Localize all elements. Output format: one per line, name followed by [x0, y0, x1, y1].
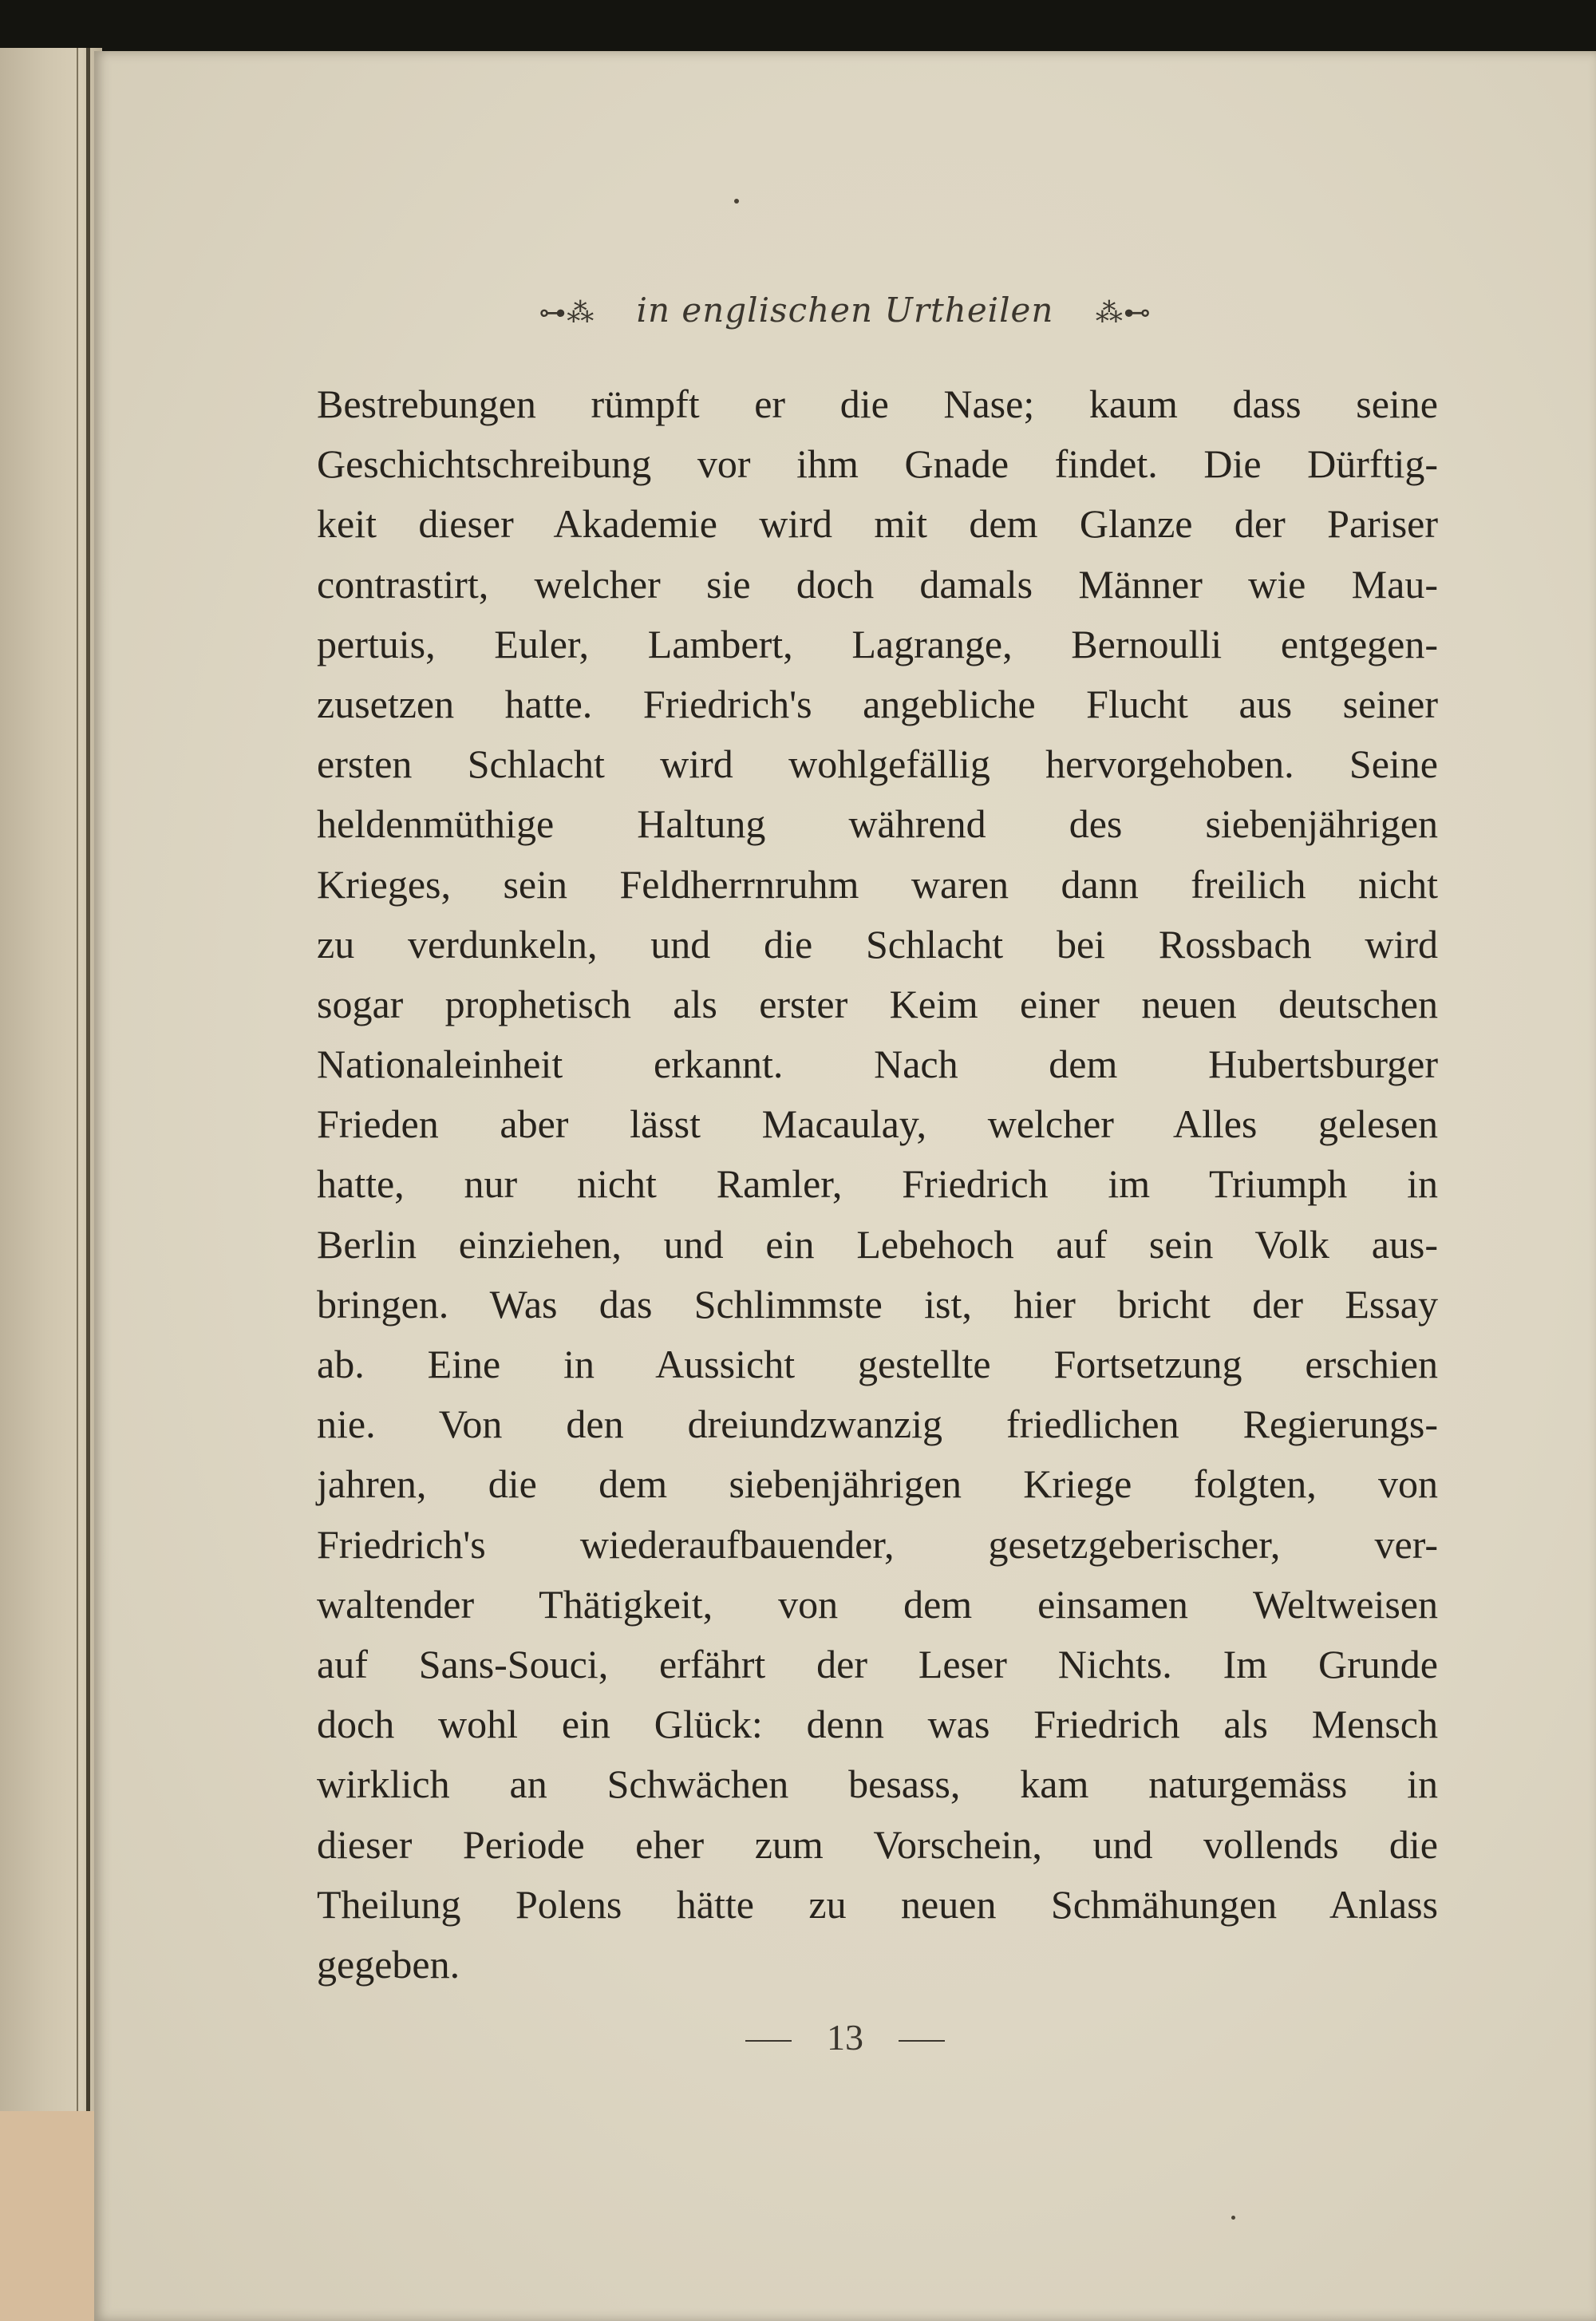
text-line: hatte, nur nicht Ramler, Friedrich im Triumph in	[317, 1161, 1438, 1207]
text-line: ersten Schlacht wird wohlgefällig hervorgehoben. Seine	[317, 741, 1438, 787]
dash-right	[899, 2040, 945, 2042]
text-line: heldenmüthige Haltung während des siebenjährigen	[317, 801, 1438, 847]
text-line: Theilung Polens hätte zu neuen Schmähungen Anlass	[317, 1881, 1438, 1927]
book-page	[94, 51, 1596, 2321]
running-head-title: in englischen Urtheilen	[636, 291, 1054, 330]
text-line: Friedrich's wiederaufbauender, gesetzgeberischer, ver-	[317, 1521, 1438, 1567]
text-line: dieser Periode eher zum Vorschein, und vollends die	[317, 1821, 1438, 1867]
text-line: zu verdunkeln, und die Schlacht bei Rossbach wird	[317, 921, 1438, 967]
text-line: doch wohl ein Glück: denn was Friedrich als Mensch	[317, 1702, 1438, 1747]
text-line: wirklich an Schwächen besass, kam naturgemäss in	[317, 1762, 1438, 1807]
text-line: jahren, die dem siebenjährigen Kriege folgten, von	[317, 1461, 1438, 1507]
text-line: bringen. Was das Schlimmste ist, hier bricht der Essay	[317, 1281, 1438, 1327]
text-line: nie. Von den dreiundzwanzig friedlichen Regierungs-	[317, 1402, 1438, 1447]
text-line: Frieden aber lässt Macaulay, welcher Alles gelesen	[317, 1101, 1438, 1147]
text-line: Berlin einziehen, und ein Lebehoch auf sein Volk aus-	[317, 1221, 1438, 1267]
dash-left	[745, 2040, 792, 2042]
text-line: contrastirt, welcher sie doch damals Männer wie Mau-	[317, 561, 1438, 607]
book-binding	[86, 48, 90, 2321]
binding-thread	[77, 48, 78, 2321]
text-line: Nationaleinheit erkannt. Nach dem Hubertsburger	[317, 1042, 1438, 1087]
running-head	[94, 291, 1596, 330]
text-line: gegeben.	[317, 1941, 460, 1987]
text-line: Bestrebungen rümpft er die Nase; kaum dass seine	[317, 382, 1438, 426]
text-line: pertuis, Euler, Lambert, Lagrange, Bernoulli entgegen-	[317, 621, 1438, 666]
text-line: Geschichtschreibung vor ihm Gnade findet. Die Dürftig-	[317, 441, 1438, 487]
ornament-left-icon: ⊶⁂	[539, 297, 595, 329]
body-text	[317, 374, 1438, 1995]
text-line: Krieges, sein Feldherrnruhm waren dann freilich nicht	[317, 861, 1438, 907]
text-line: zusetzen hatte. Friedrich's angebliche Flucht aus seiner	[317, 681, 1438, 726]
text-line: waltender Thätigkeit, von dem einsamen Weltweisen	[317, 1581, 1438, 1627]
text-line: auf Sans-Souci, erfährt der Leser Nichts. Im Grunde	[317, 1641, 1438, 1686]
ornament-right-icon: ⁂⊷	[1095, 297, 1152, 329]
page-number: 13	[827, 2017, 863, 2058]
text-line: keit dieser Akademie wird mit dem Glanze der Pariser	[317, 501, 1438, 547]
paper-speck	[734, 199, 739, 204]
text-line: ab. Eine in Aussicht gestellte Fortsetzung erschien	[317, 1342, 1438, 1386]
text-line: sogar prophetisch als erster Keim einer neuen deutschen	[317, 981, 1438, 1026]
paper-speck	[1231, 2216, 1235, 2220]
page-footer	[94, 2016, 1596, 2058]
